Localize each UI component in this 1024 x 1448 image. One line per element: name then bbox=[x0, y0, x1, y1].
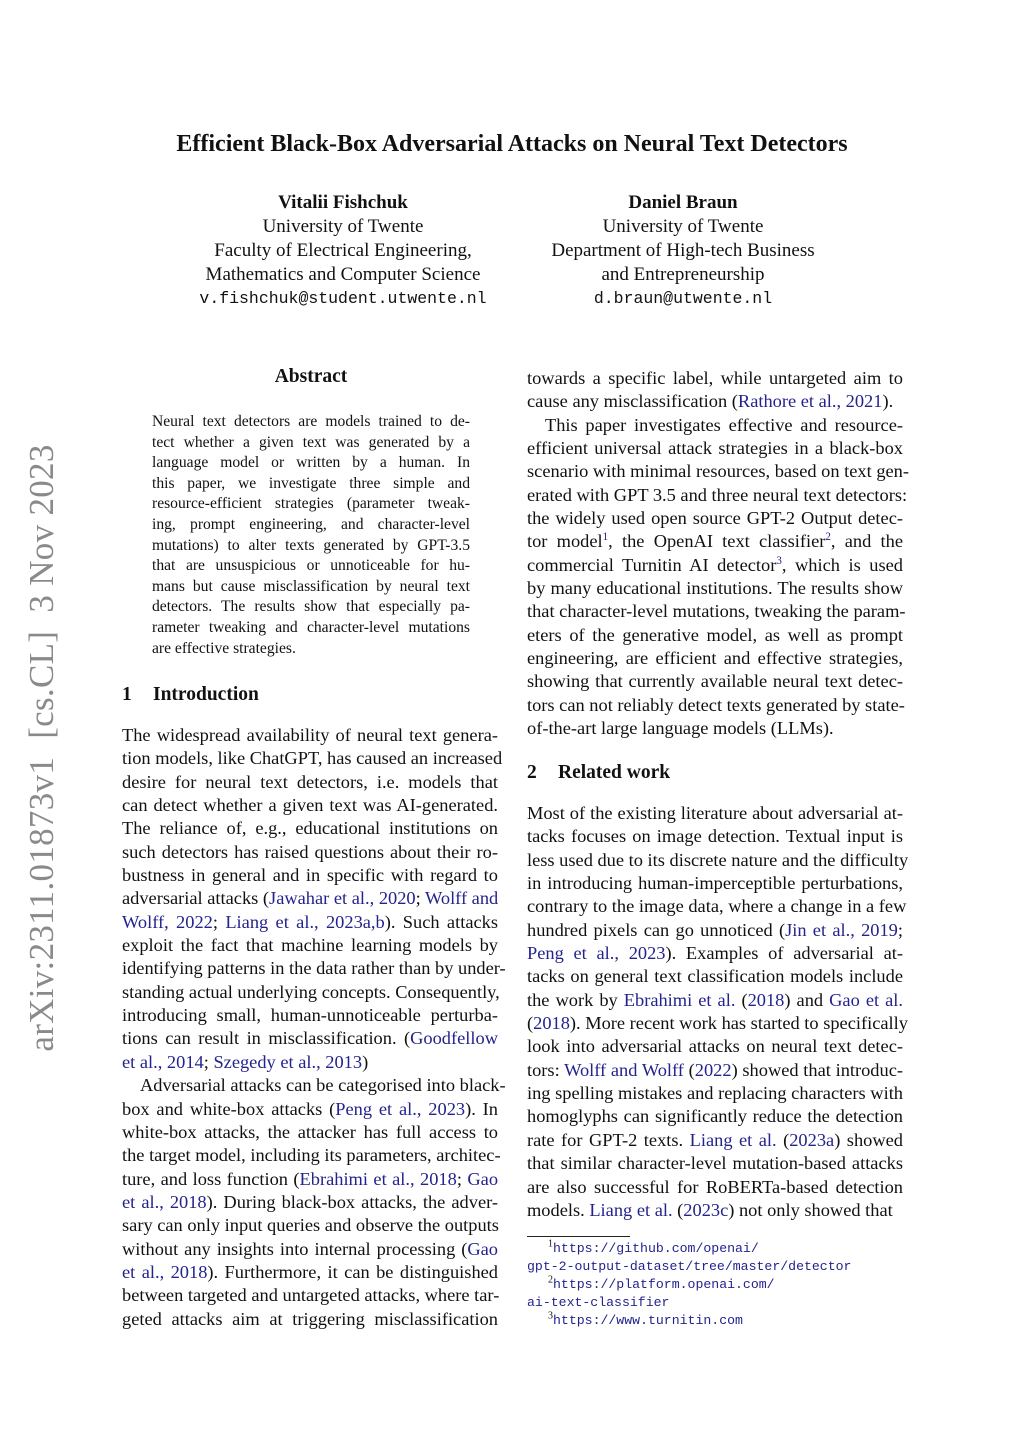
text-line: language model or written by a human. In bbox=[152, 454, 470, 472]
author-affiliation: Mathematics and Computer Science bbox=[205, 264, 481, 285]
text-line: et al., 2014; Szegedy et al., 2013) bbox=[122, 1051, 369, 1072]
section-number: 2 bbox=[527, 762, 537, 783]
footnote-1 bbox=[527, 1240, 851, 1258]
author-affiliation: University of Twente bbox=[602, 216, 764, 237]
text-line: ing, prompt engineering, and character-level bbox=[152, 515, 470, 533]
text-line: desire for neural text detectors, i.e. models that bbox=[122, 771, 498, 792]
footnote-3 bbox=[527, 1312, 851, 1330]
text-line: contrary to the image data, where a change in a few bbox=[527, 896, 907, 917]
citation-link[interactable]: Peng et al., 2023 bbox=[335, 1098, 466, 1119]
text-line: tor model$^1$, the OpenAI text classifier$^2$, and the bbox=[527, 531, 903, 552]
text-line: ing spelling mistakes and replacing characters with bbox=[527, 1083, 903, 1104]
text-line: et al., 2018). During black-box attacks, the adver- bbox=[122, 1191, 498, 1212]
citation-link[interactable]: Jin et al., 2019 bbox=[785, 919, 898, 940]
text-line: tions can result in misclassification. (Goodfellow bbox=[122, 1028, 498, 1049]
citation-link[interactable]: et al., 2014 bbox=[122, 1051, 204, 1072]
intro-body-left bbox=[122, 724, 506, 1331]
text-line: The widespread availability of neural text genera- bbox=[122, 725, 498, 745]
text-line: between targeted and untargeted attacks, where tar- bbox=[122, 1285, 500, 1306]
footnote-number: 3 bbox=[548, 1310, 553, 1322]
text-line: et al., 2018). Furthermore, it can be distinguished bbox=[122, 1261, 498, 1282]
text-line: erated with GPT 3.5 and three neural text detectors: bbox=[527, 484, 908, 505]
text-line: look into adversarial attacks on neural text detec- bbox=[527, 1036, 903, 1057]
text-line: in introducing human-imperceptible perturbations, bbox=[527, 873, 903, 894]
section-number: 1 bbox=[122, 684, 132, 705]
text-line: Wolff, 2022; Liang et al., 2023a,b). Such attacks bbox=[122, 911, 498, 932]
text-line: detectors. The results show that especially pa- bbox=[152, 598, 470, 616]
citation-link[interactable]: Ebrahimi et al. bbox=[623, 989, 736, 1010]
citation-link[interactable]: Peng et al., 2023 bbox=[527, 943, 666, 964]
text-line: without any insights into internal processing (Gao bbox=[122, 1238, 498, 1259]
text-line: this paper, we investigate three simple and bbox=[152, 474, 470, 492]
author-name: Daniel Braun bbox=[628, 192, 738, 213]
text-line: standing actual underlying concepts. Consequently, bbox=[122, 981, 500, 1002]
text-line: by many educational institutions. The results show bbox=[527, 578, 903, 599]
text-line: white-box attacks, the attacker has full access to bbox=[122, 1121, 498, 1142]
arxiv-identifier: arXiv:2311.01873v1 [cs.CL] 3 Nov 2023 bbox=[22, 444, 61, 1052]
text-line: Neural text detectors are models trained to de- bbox=[152, 413, 470, 430]
paper-title: Efficient Black-Box Adversarial Attacks on Neural Text Detectors bbox=[176, 131, 848, 157]
text-line: of-the-art large language models (LLMs). bbox=[527, 718, 834, 739]
text-line: This paper investigates effective and resource- bbox=[545, 414, 903, 435]
text-line: that are unsuspicious or unnoticeable for hu- bbox=[152, 557, 470, 575]
citation-link[interactable]: Ebrahimi et al., 2018 bbox=[299, 1168, 457, 1189]
citation-link[interactable]: et al., 2018 bbox=[122, 1191, 207, 1212]
footnote-marker[interactable]: 3 bbox=[776, 554, 782, 567]
text-line: tors can not reliably detect texts generated by state- bbox=[527, 694, 905, 715]
citation-link[interactable]: et al., 2018 bbox=[122, 1261, 208, 1282]
footnotes bbox=[527, 1240, 851, 1330]
author-affiliation: Faculty of Electrical Engineering, bbox=[214, 240, 472, 261]
text-line: the work by Ebrahimi et al. (2018) and Gao et al. bbox=[527, 989, 903, 1010]
text-line: are also successful for RoBERTa-based detection bbox=[527, 1176, 903, 1197]
author-name: Vitalii Fishchuk bbox=[278, 192, 408, 213]
text-line: rameter tweaking and character-level mutations bbox=[152, 618, 470, 636]
footnote-link[interactable]: https://www.turnitin.com bbox=[553, 1313, 743, 1328]
text-line: Most of the existing literature about adversarial at- bbox=[527, 803, 903, 823]
text-line: geted attacks aim at triggering misclassification bbox=[122, 1308, 498, 1329]
footnote-link[interactable]: https://platform.openai.com/ bbox=[553, 1277, 775, 1292]
text-line: Adversarial attacks can be categorised into black- bbox=[140, 1075, 506, 1096]
citation-link[interactable]: Liang et al., 2023a,b bbox=[225, 911, 385, 932]
footnote-rule bbox=[527, 1236, 630, 1237]
intro-heading bbox=[122, 684, 259, 706]
text-line: introducing small, human-unnoticeable perturba- bbox=[122, 1005, 498, 1026]
text-line: ture, and loss function (Ebrahimi et al., 2018; Gao bbox=[122, 1168, 499, 1189]
text-line: can detect whether a given text was AI-generated. bbox=[122, 795, 498, 816]
intro-body-right bbox=[527, 367, 910, 741]
text-line: The reliance of, e.g., educational institutions on bbox=[122, 818, 498, 839]
text-line: bustness in general and in specific with regard to bbox=[122, 865, 498, 886]
citation-link[interactable]: Gao bbox=[467, 1168, 499, 1189]
citation-link[interactable]: Liang et al. bbox=[689, 1129, 777, 1150]
text-line: mans but cause misclassification by neural text bbox=[152, 577, 470, 595]
text-line: hundred pixels can go unnoticed (Jin et al., 2019; bbox=[527, 919, 903, 940]
text-line: that character-level mutations, tweaking the param- bbox=[527, 601, 906, 622]
footnote-2 bbox=[527, 1276, 851, 1294]
footnote-marker[interactable]: 2 bbox=[825, 531, 831, 544]
text-line: box and white-box attacks (Peng et al., 2023). In bbox=[122, 1098, 498, 1119]
text-line: resource-efficient strategies (parameter tweak- bbox=[152, 495, 470, 513]
text-line: tors: Wolff and Wolff (2022) showed that introduc- bbox=[527, 1059, 903, 1080]
text-line: that similar character-level mutation-based attacks bbox=[527, 1153, 903, 1174]
text-line: mutations) to alter texts generated by GPT-3.5 bbox=[152, 536, 470, 554]
text-line: tect whether a given text was generated by a bbox=[152, 433, 470, 451]
footnote-1-cont[interactable]: gpt-2-output-dataset/tree/master/detector bbox=[527, 1259, 852, 1274]
text-line: efficient universal attack strategies in a black-box bbox=[527, 438, 903, 459]
text-line: scenario with minimal resources, based on text gen- bbox=[527, 461, 910, 482]
author-affiliation: Department of High-tech Business bbox=[551, 240, 815, 261]
text-line: such detectors has raised questions about their ro- bbox=[122, 841, 498, 862]
text-line: engineering, are efficient and effective strategies, bbox=[527, 648, 903, 669]
footnote-2-cont[interactable]: ai-text-classifier bbox=[527, 1295, 670, 1310]
abstract-heading: Abstract bbox=[274, 366, 348, 387]
citation-link[interactable]: 2023c bbox=[683, 1199, 729, 1220]
citation-link[interactable]: Wolff, 2022 bbox=[122, 911, 213, 932]
text-line: adversarial attacks (Jawahar et al., 2020; Wolff and bbox=[122, 888, 499, 909]
text-line: tacks focuses on image detection. Textual input is bbox=[527, 826, 903, 847]
related-work-body bbox=[527, 802, 909, 1222]
text-line: eters of the generative model, as well as prompt bbox=[527, 624, 903, 645]
citation-link[interactable]: 2018 bbox=[747, 989, 785, 1010]
citation-link[interactable]: Rathore et al., 2021 bbox=[737, 391, 883, 412]
author-affiliation: University of Twente bbox=[262, 216, 424, 237]
author-affiliation: and Entrepreneurship bbox=[601, 264, 765, 285]
footnote-link[interactable]: https://github.com/openai/ bbox=[553, 1241, 759, 1256]
citation-link[interactable]: 2022 bbox=[694, 1059, 732, 1080]
citation-link[interactable]: Wolff and bbox=[424, 888, 499, 909]
text-line: exploit the fact that machine learning models by bbox=[122, 935, 498, 956]
citation-link[interactable]: Goodfellow bbox=[410, 1028, 498, 1049]
section-title: Introduction bbox=[153, 684, 259, 705]
author-email: d.braun@utwente.nl bbox=[593, 289, 773, 308]
citation-link[interactable]: Liang et al. bbox=[589, 1199, 673, 1220]
text-line: the widely used open source GPT-2 Output detec- bbox=[527, 508, 903, 529]
text-line: cause any misclassification (Rathore et al., 2021). bbox=[527, 391, 894, 412]
text-line: the target model, including its parameters, architec- bbox=[122, 1145, 501, 1166]
citation-link[interactable]: Jawahar et al., 2020 bbox=[269, 888, 416, 909]
citation-link[interactable]: Gao et al. bbox=[829, 989, 903, 1010]
text-line: towards a specific label, while untargeted aim to bbox=[527, 368, 903, 388]
text-line: less used due to its discrete nature and the difficulty bbox=[527, 849, 909, 870]
footnote-number: 2 bbox=[548, 1274, 553, 1286]
citation-link[interactable]: 2018 bbox=[533, 1013, 570, 1034]
text-line: rate for GPT-2 texts. Liang et al. (2023a) showed bbox=[527, 1129, 903, 1150]
section-title: Related work bbox=[558, 762, 671, 783]
footnote-marker[interactable]: 1 bbox=[602, 531, 609, 544]
related-work-heading bbox=[527, 762, 670, 784]
citation-link[interactable]: Gao bbox=[467, 1238, 498, 1259]
text-line: homoglyphs can significantly reduce the detection bbox=[527, 1106, 903, 1127]
text-line: commercial Turnitin AI detector$^3$, which is used bbox=[527, 554, 904, 575]
text-line: identifying patterns in the data rather than by under- bbox=[122, 958, 506, 979]
text-line: tion models, like ChatGPT, has caused an increased bbox=[122, 748, 503, 769]
author-block-2 bbox=[483, 191, 883, 311]
footnote-number: 1 bbox=[548, 1238, 553, 1250]
text-line: models. Liang et al. (2023c) not only showed that bbox=[527, 1199, 893, 1220]
citation-link[interactable]: 2023a bbox=[789, 1129, 835, 1150]
text-line: Peng et al., 2023). Examples of adversarial at- bbox=[527, 943, 903, 964]
text-line: showing that currently available neural text detec- bbox=[527, 671, 903, 692]
text-line: are effective strategies. bbox=[152, 639, 296, 657]
text-line: sary can only input queries and observe the outputs bbox=[122, 1215, 499, 1236]
author-email: v.fishchuk@student.utwente.nl bbox=[199, 289, 487, 308]
citation-link[interactable]: Szegedy et al., 2013 bbox=[213, 1051, 363, 1072]
text-line: (2018). More recent work has started to specifically bbox=[527, 1013, 908, 1034]
text-line: tacks on general text classification models include bbox=[527, 966, 903, 987]
abstract-body bbox=[152, 412, 470, 659]
citation-link[interactable]: Wolff and Wolff bbox=[564, 1059, 684, 1080]
